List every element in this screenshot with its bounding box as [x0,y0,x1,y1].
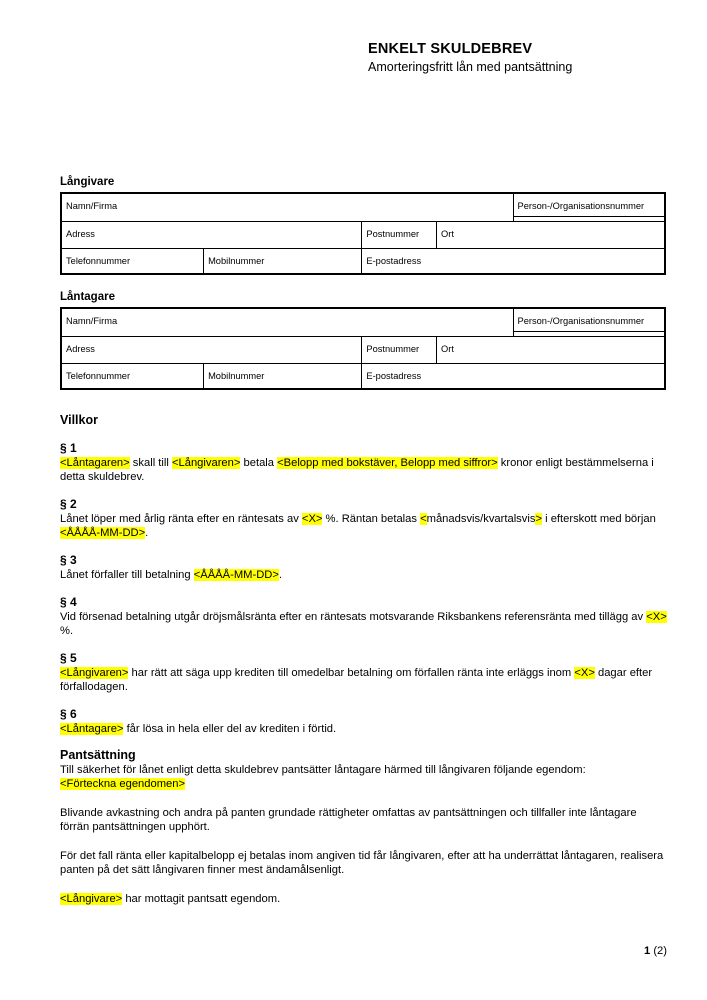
page-number [644,945,667,958]
section-4-number: § 4 [60,595,77,609]
pant-paragraph-3: För det fall ränta eller kapitalbelopp ej betalas inom angiven tid får långivaren, efter att ha underrättat låntagaren, realisera panten på det sätt långivaren finner mest ändamålsenligt. [60,850,664,876]
section-1-number: § 1 [60,441,77,455]
text-segment: . [145,527,149,539]
terms-body [60,413,667,906]
placeholder-langivaren[interactable]: <Långivaren> [60,667,129,679]
section-2 [60,497,667,540]
zip-label: Postnummer [366,229,420,239]
placeholder-dagar[interactable]: <X> [574,667,595,679]
text-segment: . [278,569,282,581]
borrower-city-field[interactable] [437,337,664,363]
placeholder-forteckna-egendomen[interactable]: <Förteckna egendomen> [60,778,186,790]
section-6-number: § 6 [60,707,77,721]
text-segment: Lånet löper med årlig ränta efter en räntesats av [60,513,302,525]
table-row [62,309,664,337]
name-label: Namn/Firma [66,316,118,326]
table-row [62,337,664,364]
placeholder-lantagaren[interactable]: <Låntagaren> [60,457,130,469]
lender-email-field[interactable] [362,249,664,273]
section-2-text [60,512,667,540]
text-segment: dagar efter förfallodagen. [60,667,653,693]
section-1 [60,441,667,484]
pant-paragraph-2: Blivande avkastning och andra på panten grundade rättigheter omfattas av pantsättningen och tillfaller inte låntagare förrän pantsättningen upphört. [60,807,637,833]
lender-section [60,176,666,275]
section-3-number: § 3 [60,553,77,567]
placeholder-startdatum[interactable]: <ÅÅÅÅ-MM-DD> [60,527,146,539]
borrower-address-field[interactable] [62,337,362,363]
phone-label: Telefonnummer [66,256,131,266]
placeholder-lantagare[interactable]: <Låntagare> [60,723,124,735]
section-6 [60,707,667,736]
placeholder-rantesats[interactable]: <X> [301,513,323,525]
lender-phone-field[interactable] [62,249,204,273]
placeholder-forfallodatum[interactable]: <ÅÅÅÅ-MM-DD> [193,569,279,581]
lender-heading: Långivare [60,176,115,188]
address-label: Adress [66,229,95,239]
borrower-email-field[interactable] [362,364,664,388]
section-3 [60,553,667,582]
section-5-text [60,666,667,694]
section-6-text [60,722,667,736]
lender-orgnr-field[interactable] [514,194,665,221]
address-label: Adress [66,344,95,354]
page-number-current: 1 [643,945,651,957]
orgnr-label: Person-/Organisationsnummer [517,316,645,326]
text-segment: Till säkerhet för lånet enligt detta skuldebrev pantsätter låntagare härmed till långivaren följande egendom: [60,764,586,776]
zip-label: Postnummer [366,344,420,354]
lender-city-field[interactable] [437,222,664,248]
borrower-zip-field[interactable] [362,337,437,363]
placeholder-belopp[interactable]: <Belopp med bokstäver, Belopp med siffror> [277,457,498,469]
villkor-heading: Villkor [60,413,98,427]
mobile-label: Mobilnummer [208,256,265,266]
pantsattning-heading: Pantsättning [60,748,136,762]
text-segment: har rätt att säga upp krediten till omedelbar betalning om förfallen ränta inte erläggs inom [128,667,575,679]
text-segment: %. Räntan betalas [322,513,421,525]
pantsattning-section [60,748,667,906]
text-segment: skall till [129,457,172,469]
email-label: E-postadress [366,371,422,381]
text-segment: betala [240,457,278,469]
phone-label: Telefonnummer [66,371,131,381]
mobile-label: Mobilnummer [208,371,265,381]
borrower-section [60,291,666,390]
table-row [62,194,664,222]
table-row [62,364,664,388]
pant-paragraph-1 [60,763,667,791]
text-segment: Vid försenad betalning utgår dröjsmålsränta efter en räntesats motsvarande Riksbankens referensränta med tillägg av [60,611,647,623]
borrower-orgnr-field[interactable] [514,309,665,336]
placeholder-langivaren[interactable]: <Långivaren> [171,457,241,469]
text-segment: får lösa in hela eller del av krediten i förtid. [123,723,337,735]
lender-address-field[interactable] [62,222,362,248]
pant-paragraph-4 [60,892,667,906]
document-subtitle: Amorteringsfritt lån med pantsättning [368,60,573,74]
text-segment: Lånet förfaller till betalning [60,569,194,581]
placeholder-close-bracket[interactable]: > [535,513,542,525]
section-4 [60,595,667,638]
section-3-text [60,568,667,582]
lender-form-table [60,192,666,275]
section-4-text [60,610,667,638]
table-row [62,249,664,273]
text-segment: månadsvis/kvartalsvis [426,513,536,525]
section-1-text [60,456,667,484]
name-label: Namn/Firma [66,201,118,211]
section-5-number: § 5 [60,651,77,665]
section-2-number: § 2 [60,497,77,511]
borrower-mobile-field[interactable] [204,364,362,388]
orgnr-label: Person-/Organisationsnummer [517,201,645,211]
lender-zip-field[interactable] [362,222,437,248]
placeholder-drojsmals-tillagg[interactable]: <X> [646,611,667,623]
text-segment: %. [60,625,74,637]
borrower-form-table [60,307,666,390]
placeholder-open-bracket[interactable]: < [420,513,427,525]
document-title: ENKELT SKULDEBREV [368,41,533,57]
borrower-phone-field[interactable] [62,364,204,388]
lender-mobile-field[interactable] [204,249,362,273]
city-label: Ort [441,344,454,354]
borrower-name-field[interactable] [62,309,514,336]
city-label: Ort [441,229,454,239]
section-5 [60,651,667,694]
placeholder-langivare[interactable]: <Långivare> [60,893,123,905]
email-label: E-postadress [366,256,422,266]
table-row [62,222,664,249]
lender-name-field[interactable] [62,194,514,221]
document-header [368,40,572,75]
borrower-heading: Låntagare [60,291,115,303]
text-segment: i efterskott med början [542,513,656,525]
page-number-total: (2) [650,945,667,957]
text-segment: kronor enligt bestämmelserna i detta skuldebrev. [60,457,654,483]
text-segment: har mottagit pantsatt egendom. [122,893,281,905]
